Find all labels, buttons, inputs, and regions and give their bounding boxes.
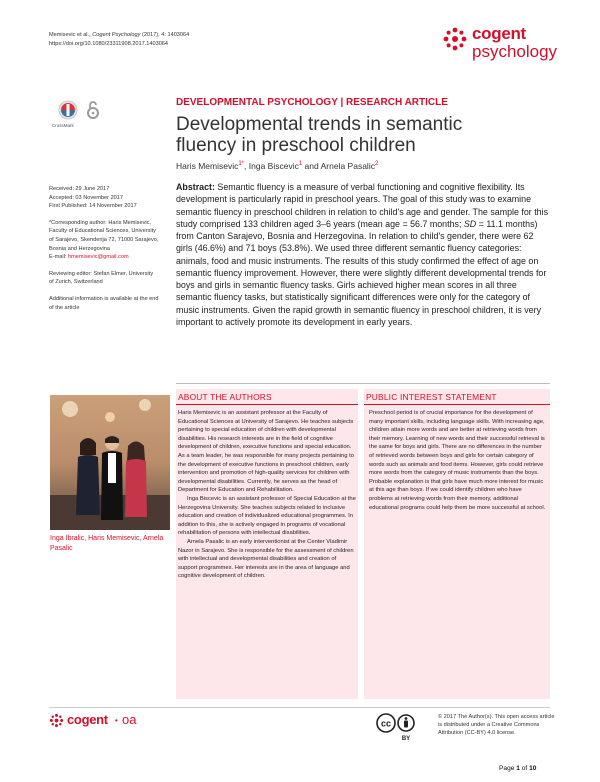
- reviewing-editor: Reviewing editor: Stefan Elmer, University of Zurich, Switzerland: [49, 270, 154, 286]
- author-list: Haris Memisevic$^{1*}$, Inga Biscevic$^1$ and Arnela Pasalic$^2$: [176, 161, 379, 171]
- cogent-logo-icon: [49, 713, 64, 728]
- abstract: Abstract: Semantic fluency is a measure of verbal functioning and cognitive flexibility. Its development is particularly rapid in preschool years. The goal of this study was to examine semantic fluency in preschool children in relation to child's age and gender. The sample for this study comprised 133 children aged 3–6 years (mean age = 56.7 months; SD = 11.1 months) from Canton Sarajevo, Bosnia and Herzegovina. In relation to child's gender, there were 62 girls (46.6%) and 71 boys (53.8%). We used three different semantic fluency categories: animals, food and music instruments. The results of this study confirmed the effect of age on semantic fluency improvement. However, there were slightly different developmental trends for boys and girls in semantic fluency tasks. Girls achieved higher mean scores in all three semantic fluency tasks, but statistically significant differences were only for the category of music instruments. Given the rapid growth in semantic fluency in preschool children, it is very important to actively promote its development in early years.: [176, 182, 549, 327]
- published-date: First Published: 14 November 2017: [49, 203, 137, 210]
- brand-subject: psychology: [472, 42, 558, 61]
- corresponding-author: *Corresponding author: Haris Memisevic, Faculty of Educational Sciences, University of Sarajevo, Skenderija 72, 71000 Sarajevo, Bosnia and Herzegovina: [49, 219, 159, 252]
- accepted-date: Accepted: 03 November 2017: [49, 194, 124, 201]
- article-metadata: Received: 29 June 2017 Accepted: 03 November 2017 First Published: 14 November 2017 *Corresponding author: Haris Memisevic, Faculty of Educational Sciences, University of Sarajevo, Skenderija 72, 71000 Sarajevo, Bosnia and Herzegovina E-mail: hmemisevic@gmail.com Reviewing editor: Stefan Elmer, University of Zurich, Switzerland Additional information is available at the end of the article: [49, 186, 159, 311]
- page-number: Page 1 of 10: [499, 765, 537, 772]
- dot-separator-icon: •: [115, 716, 118, 725]
- article-category: DEVELOPMENTAL PSYCHOLOGY | RESEARCH ARTICLE: [176, 97, 448, 108]
- article-title: Developmental trends in semantic fluency in preschool children: [176, 114, 463, 156]
- public-interest-panel: [364, 389, 550, 699]
- brand-name: cogent: [472, 24, 526, 43]
- author-name[interactable]: Haris Memisevic: [176, 161, 239, 171]
- journal-logo[interactable]: [442, 22, 572, 62]
- section-divider: [176, 383, 550, 384]
- about-authors-heading: ABOUT THE AUTHORS: [176, 389, 358, 405]
- email-link[interactable]: hmemisevic@gmail.com: [67, 254, 129, 261]
- crossmark-label: CrossMark: [52, 123, 74, 128]
- open-access-icon: [86, 100, 100, 120]
- photo-caption: Inga Ibralic, Haris Memisevic, Arnela Pasalic: [50, 535, 164, 552]
- footer-rule: [49, 707, 550, 708]
- cc-label: cc: [380, 718, 392, 729]
- footer-brand-suffix: oa: [122, 712, 137, 727]
- by-label: BY: [401, 736, 411, 742]
- about-authors-body: Haris Memisevic is an assistant professor at the Faculty of Educational Sciences at University of Sarajevo. He teaches subjects pertaining to special education of children with developmental disabilities. His research interests are in the field of cognitive development of children, executive functions and special education. As a team leader, he was responsible for many projects pertaining to the development of executive functions in preschool children, early intervention and promotion of high-quality services for children with developmental disabilities. Currently, he serves as the head of Department for Education and Rehabilitation. Inga Biscevic is an assistant professor of Special Education at the Herzegovina University. She teaches subjects related to inclusive education and creation of individualized educational programmes. In addition to this, she is actively engaged in programs of vocational rehabilitation of persons with intellectual disabilities. Arnela Pasalic is an early interventionist at the Center Vladimir Nazor in Sarajevo. She is responsible for the assessment of children with intellectual and developmental disabilities and creation of support programmes. Her interests are in the area of language and cognitive development of children.: [178, 410, 356, 580]
- cogent-oa-logo[interactable]: [49, 712, 199, 732]
- authors-photo: [50, 395, 170, 530]
- creative-commons-icon[interactable]: [376, 712, 416, 742]
- cogent-logo-icon: [442, 26, 468, 52]
- license-text: © 2017 The Author(s). This open access article is distributed under a Creative Commons Attribution (CC-BY) 4.0 license.: [438, 714, 555, 736]
- received-date: Received: 29 June 2017: [49, 186, 110, 192]
- about-authors-panel: [176, 389, 358, 699]
- author-name[interactable]: Arnela Pasalic: [320, 161, 375, 171]
- public-interest-body: Preschool period is of crucial importance for the development of many important skills, including language skills. With increasing age, children attain more words and are better at retrieving words from their memory. Learning of new words and their successful retrieval is the same for boys and girls. There are no differences in the number of retrieved words between boys and girls for certain category of words such as animals and food items. However, girls could retrieve more words from the category of music instruments than the boys. Probable explanation is that girls have much more interest for music at this age than boys. If we could identify children who have problems at retrieving words from their memory, additional educational programs could help them be more successful at school.: [369, 410, 546, 511]
- footer-brand: cogent: [67, 712, 108, 727]
- additional-info: Additional information is available at the end of the article: [49, 295, 159, 311]
- public-interest-heading: PUBLIC INTEREST STATEMENT: [364, 389, 550, 405]
- author-name[interactable]: Inga Biscevic: [248, 161, 299, 171]
- doi-link[interactable]: https://doi.org/10.1080/23311908.2017.1403064: [49, 40, 169, 47]
- citation: Memisevic et al., Cogent Psychology (2017), 4: 1403064 https://doi.org/10.1080/23311908.2017.1403064: [49, 32, 190, 47]
